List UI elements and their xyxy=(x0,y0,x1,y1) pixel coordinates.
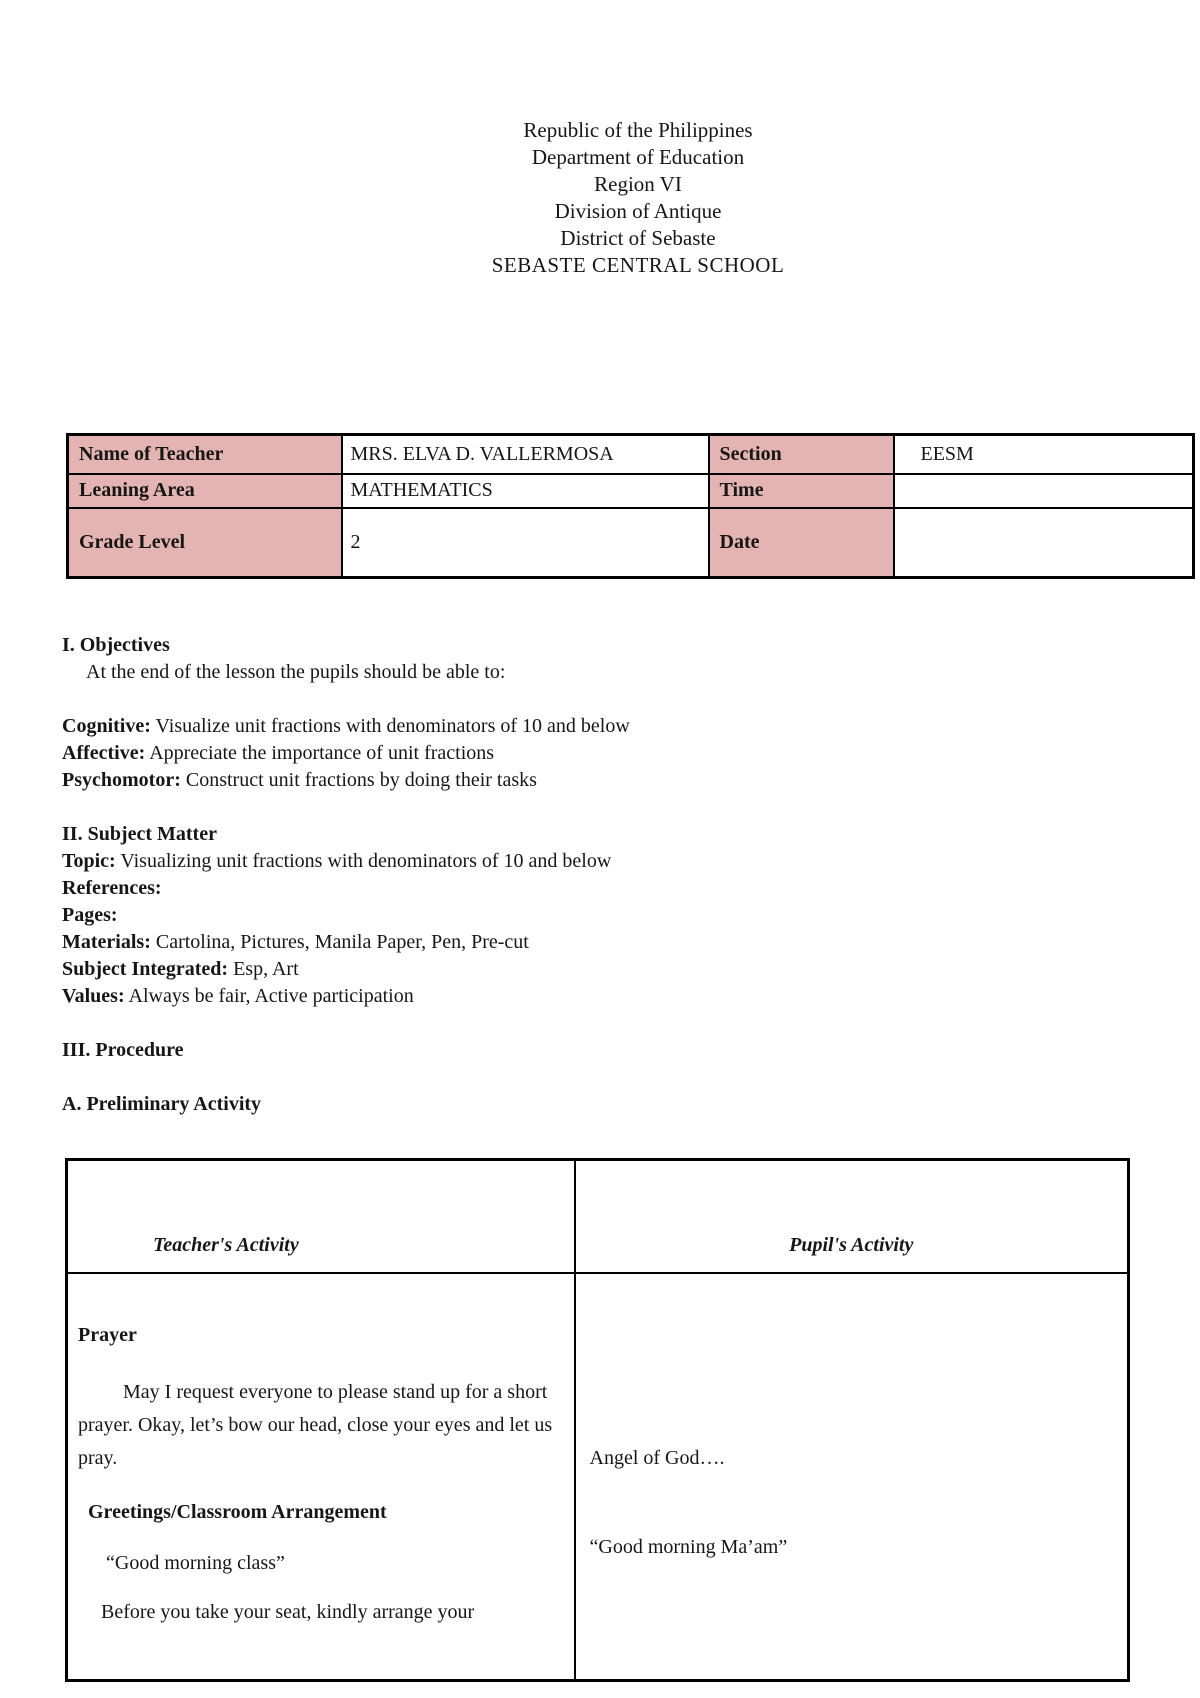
objective-cognitive-text: Visualize unit fractions with denominators of 10 and below xyxy=(155,715,630,737)
pupil-prayer-response: Angel of God…. xyxy=(589,1447,725,1469)
objective-psychomotor xyxy=(62,767,1152,794)
spacer xyxy=(62,686,1152,713)
before-seat-text: Before you take your seat, kindly arrange your xyxy=(101,1601,475,1623)
name-of-teacher-label: Name of Teacher xyxy=(68,435,342,474)
procedure-heading: III. Procedure xyxy=(62,1039,184,1061)
info-row-teacher xyxy=(68,435,1194,474)
teachers-activity-header: Teacher's Activity xyxy=(67,1160,575,1274)
spacer xyxy=(62,1010,1152,1037)
subject-materials-label: Materials: xyxy=(62,931,151,953)
section-label: Section xyxy=(709,435,894,474)
activity-table xyxy=(65,1158,1130,1682)
header-line-republic: Republic of the Philippines xyxy=(523,118,753,142)
subject-pages-label: Pages: xyxy=(62,904,118,926)
lesson-body xyxy=(62,632,1152,1118)
name-of-teacher-value: MRS. ELVA D. VALLERMOSA xyxy=(342,435,709,474)
objectives-intro: At the end of the lesson the pupils should be able to: xyxy=(86,661,506,683)
date-value xyxy=(894,508,1194,578)
teacher-activity-cell xyxy=(67,1273,575,1681)
header-line-district: District of Sebaste xyxy=(560,226,716,250)
subject-topic-label: Topic: xyxy=(62,850,116,872)
document-header xyxy=(76,117,1200,279)
subject-integrated-text: Esp, Art xyxy=(233,958,299,980)
activity-table-header-row xyxy=(67,1160,1129,1274)
subject-materials xyxy=(62,929,1152,956)
objective-affective-text: Appreciate the importance of unit fractions xyxy=(149,742,495,764)
preliminary-activity-heading: A. Preliminary Activity xyxy=(62,1093,262,1115)
teacher-greeting-quote: “Good morning class” xyxy=(106,1552,285,1574)
subject-values-label: Values: xyxy=(62,985,125,1007)
objective-affective xyxy=(62,740,1152,767)
objective-psychomotor-text: Construct unit fractions by doing their tasks xyxy=(185,769,537,791)
objective-affective-label: Affective: xyxy=(62,742,146,764)
learning-area-label: Leaning Area xyxy=(68,474,342,508)
teacher-info-table xyxy=(66,433,1195,579)
subject-values-text: Always be fair, Active participation xyxy=(128,985,414,1007)
objective-cognitive xyxy=(62,713,1152,740)
objective-cognitive-label: Cognitive: xyxy=(62,715,151,737)
spacer xyxy=(62,1064,1152,1091)
subject-topic xyxy=(62,848,1152,875)
info-row-learning-area xyxy=(68,474,1194,508)
pupils-activity-header: Pupil's Activity xyxy=(575,1160,1129,1274)
spacer xyxy=(62,794,1152,821)
greetings-heading: Greetings/Classroom Arrangement xyxy=(88,1501,387,1523)
objective-psychomotor-label: Psychomotor: xyxy=(62,769,181,791)
subject-integrated-label: Subject Integrated: xyxy=(62,958,229,980)
learning-area-value: MATHEMATICS xyxy=(342,474,709,508)
header-line-department: Department of Education xyxy=(531,145,745,169)
date-label: Date xyxy=(709,508,894,578)
grade-level-value: 2 xyxy=(342,508,709,578)
objectives-heading: I. Objectives xyxy=(62,634,170,656)
prayer-text: May I request everyone to please stand up for a short prayer. Okay, let’s bow our head, close your eyes and let us pray. xyxy=(78,1381,553,1469)
activity-table-body-row xyxy=(67,1273,1129,1681)
subject-pages xyxy=(62,902,1152,929)
time-label: Time xyxy=(709,474,894,508)
school-name: SEBASTE CENTRAL SCHOOL xyxy=(491,253,785,277)
subject-topic-text: Visualizing unit fractions with denominators of 10 and below xyxy=(120,850,612,872)
subject-references xyxy=(62,875,1152,902)
header-line-region: Region VI xyxy=(594,172,682,196)
subject-values xyxy=(62,983,1152,1010)
header-line-division: Division of Antique xyxy=(554,199,722,223)
pupil-activity-cell xyxy=(575,1273,1129,1681)
subject-matter-heading: II. Subject Matter xyxy=(62,823,217,845)
time-value xyxy=(894,474,1194,508)
grade-level-label: Grade Level xyxy=(68,508,342,578)
subject-materials-text: Cartolina, Pictures, Manila Paper, Pen, Pre-cut xyxy=(155,931,529,953)
prayer-heading: Prayer xyxy=(78,1324,137,1346)
subject-integrated xyxy=(62,956,1152,983)
info-row-grade-level xyxy=(68,508,1194,578)
subject-references-label: References: xyxy=(62,877,162,899)
section-value: EESM xyxy=(894,435,1194,474)
pupil-greeting-response: “Good morning Ma’am” xyxy=(589,1536,788,1558)
